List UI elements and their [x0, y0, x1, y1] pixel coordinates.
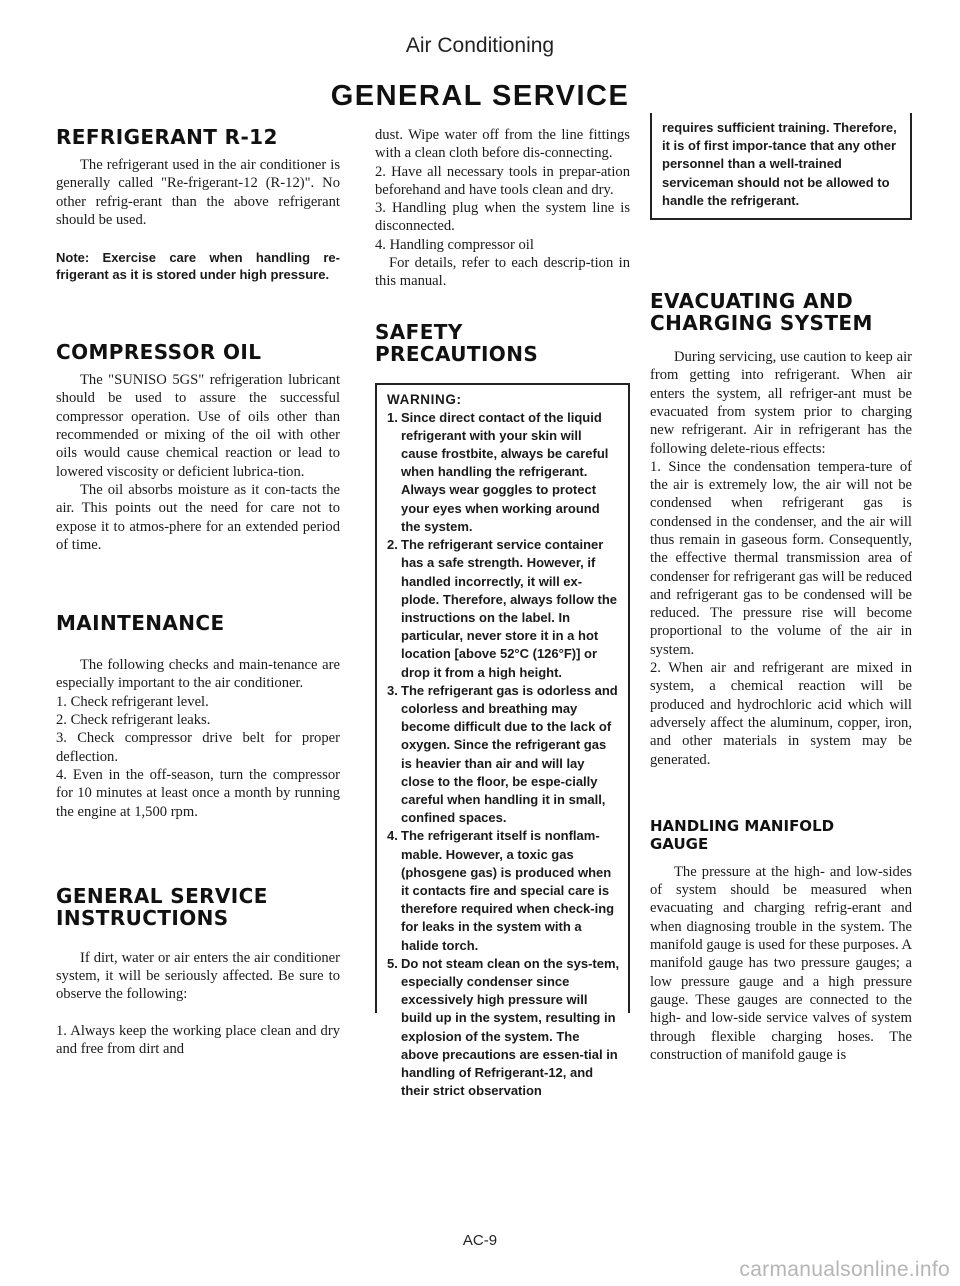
manifold-body: The pressure at the high- and low-sides of system should be measured when evacuating and charging refrig-erant and when diagnosing trouble in the system. The manifold gauge is used for these purposes. A manifold gauge has two pressure gauges; a low pressure gauge and a high pressure gauge. These gauges are connected to the high- and low-side service valves of system through flexible charging hoses. The construction of manifold gauge is [650, 863, 912, 1063]
refrigerant-heading: REFRIGERANT R-12 [56, 125, 278, 149]
warning-item-number: 2. [387, 537, 398, 553]
maintenance-heading: MAINTENANCE [56, 611, 225, 636]
warning-item-number: 4. [387, 828, 398, 844]
manifold-heading-1: HANDLING MANIFOLD [650, 816, 835, 835]
evacuating-item-1: 1. Since the condensation tempera-ture of the air is extremely low, the air will not be condensed when refrigerant gas is condensed in the condenser, and the air will thus remain in gaseous form. Consequently, the effective thermal transmission area of condenser for refrigerant gas will be reduced and refrigerant gas to be condensed will be reduced. The pressure rise will become proportional to the volume of the air in system. [650, 458, 912, 658]
column-3 [650, 113, 912, 1064]
section-title: GENERAL SERVICE [330, 80, 630, 112]
watermark: carmanualsonline.info [739, 1258, 950, 1281]
column-1 [56, 126, 340, 1058]
compressor-oil-body-2: The oil absorbs moisture as it con-tacts the air. This points out the need for care not to expose it to atmos-phere for an extended period of time. [56, 481, 340, 553]
running-title: Air Conditioning [405, 34, 555, 57]
warning-item-text: The refrigerant gas is odorless and colorless and breathing may become difficult due to the lack of oxygen. Since the refrigerant gas is heavier than air and will lay close to the floor, be espe-cially careful when handling it in small, confined spaces. [401, 682, 618, 826]
warning-item [387, 536, 620, 682]
compressor-oil-body-1: The "SUNISO 5GS" refrigeration lubricant should be used to assure the successful compressor operation. Use of oils other than recommended or mixing of the oil with other oils would cause chemical reaction or lead to lowered viscosity or deficient lubrica-tion. [56, 372, 340, 480]
compressor-oil-heading: COMPRESSOR OIL [56, 340, 262, 365]
instructions-heading-2: INSTRUCTIONS [56, 905, 229, 930]
warning-continued-text: requires sufficient training. Therefore, it is of first impor-tance that any other personnel than a well-trained serviceman should not be allowed to handle the refrigerant. [662, 120, 897, 208]
warning-box [375, 383, 630, 1099]
maintenance-item-1: 1. Check refrigerant level. [56, 693, 209, 710]
safety-heading-1: SAFETY [375, 319, 463, 344]
maintenance-item-2: 2. Check refrigerant leaks. [56, 712, 211, 729]
col2-item-3: 3. Handling plug when the system line is disconnected. [375, 200, 630, 235]
warning-item [387, 955, 620, 1101]
evacuating-body: During servicing, use caution to keep air from getting into refrigerant. When air enters the system, all refriger-ant must be evacuated from system prior to charging new refrigerant. Air in refrigerant has the following delete-rious effects: [650, 349, 912, 457]
instructions-item-1: 1. Always keep the working place clean and dry and free from dirt and [56, 1022, 340, 1058]
warning-title: WARNING: [387, 391, 462, 407]
maintenance-intro: The following checks and main-tenance are especially important to the air conditioner. [56, 657, 340, 692]
warning-item [387, 409, 620, 536]
page-number: AC-9 [462, 1232, 498, 1249]
safety-heading-2: PRECAUTIONS [375, 341, 539, 366]
warning-item [387, 682, 620, 828]
warning-item-text: Since direct contact of the liquid refrigerant with your skin will cause frostbite, always be careful when handling the refrigerant. Always wear goggles to protect your eyes when working around the system. [401, 409, 609, 534]
evacuating-heading-1: EVACUATING AND [650, 289, 854, 314]
evacuating-heading-2: CHARGING SYSTEM [650, 311, 873, 336]
warning-item-text: The refrigerant service container has a safe strength. However, if handled incorrectly, it will ex-plode. Therefore, always follow the instructions on the label. In particular, never store it in a hot location [above 52°C (126°F)] or drop it from a high height. [401, 537, 617, 680]
refrigerant-body: The refrigerant used in the air conditioner is generally called "Re-frigerant-12 (R-12)". No other refrig-erant than the above refrigerant should be used. [56, 157, 340, 228]
col2-item-4: 4. Handling compressor oil [375, 236, 534, 253]
refrigerant-note: Note: Exercise care when handling re-frigerant as it is stored under high pressure. [56, 250, 340, 283]
warning-box-continued [650, 113, 912, 220]
maintenance-item-3: 3. Check compressor drive belt for proper deflection. [56, 730, 340, 765]
warning-item-number: 3. [387, 682, 398, 698]
manifold-heading-2: GAUGE [650, 834, 709, 853]
col2-details: For details, refer to each descrip-tion in this manual. [375, 255, 630, 290]
col2-item-2: 2. Have all necessary tools in prepar-ation beforehand and have tools clean and dry. [375, 163, 630, 198]
warning-item-number: 5. [387, 955, 398, 971]
instructions-intro: If dirt, water or air enters the air conditioner system, it will be seriously affected. Be sure to observe the following: [56, 949, 340, 1003]
warning-item-text: The refrigerant itself is nonflam-mable. However, a toxic gas (phosgene gas) is produced when it contacts fire and special care is therefore required when check-ing for leaks in the system with a halide torch. [401, 828, 615, 953]
maintenance-item-4: 4. Even in the off-season, turn the compressor for 10 minutes at least once a month by running the engine at 1,500 rpm. [56, 766, 340, 820]
instructions-heading-1: GENERAL SERVICE [56, 883, 268, 908]
evacuating-item-2: 2. When air and refrigerant are mixed in system, a chemical reaction will be produced and hydrochloric acid which will adversely affect the aluminum, copper, iron, and other materials in system may be generated. [650, 660, 912, 768]
warning-item-number: 1. [387, 409, 398, 425]
col2-continued: dust. Wipe water off from the line fittings with a clean cloth before dis-connecting. [375, 127, 630, 162]
column-2 [375, 126, 630, 1099]
warning-item-text: Do not steam clean on the sys-tem, especially condenser since excessively high pressure will build up in the system, resulting in explosion of the system. The above precautions are essen-tial in handling of Refrigerant-12, and their strict observation [401, 955, 620, 1099]
warning-item [387, 827, 620, 954]
